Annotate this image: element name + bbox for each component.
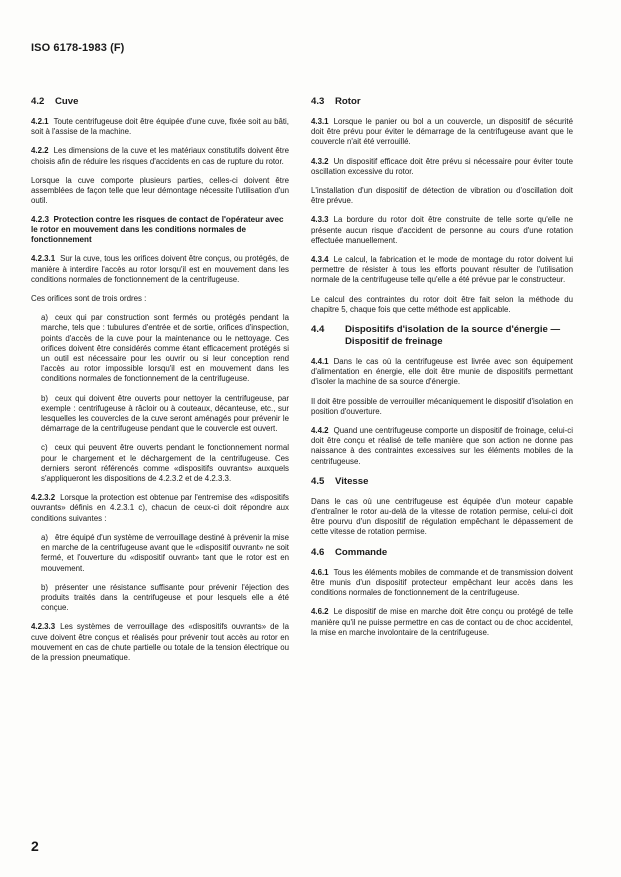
paragraph-4-2-2 [31, 146, 289, 166]
section-title: Dispositifs d'isolation de la source d'énergie — Dispositif de freinage [345, 324, 561, 348]
paragraph-text: Sur la cuve, tous les orifices doivent être conçus, ou protégés, de manière à interdire l'accès au rotor lorsqu'il est en mouvement dans les conditions normales de fonctionnement de la centrifugeuse. [31, 254, 289, 284]
paragraph-number: 4.4.1 [311, 357, 329, 367]
section-4-2-heading [31, 96, 289, 108]
paragraph-number: 4.2.2 [31, 146, 49, 156]
list-item-text: présenter une résistance suffisante pour prévenir l'éjection des produits traités dans la centrifugeuse et pour lesquels elle a été conçue. [41, 582, 289, 613]
paragraph-number: 4.3.3 [311, 215, 329, 225]
paragraph-4-2-2-continued: Lorsque la cuve comporte plusieurs parties, celles-ci doivent être assemblées de façon telle que leur démontage nécessite l'utilisation d'un outil. [31, 175, 289, 206]
list-item [31, 583, 289, 614]
section-title: Cuve [55, 96, 79, 107]
section-4-3-heading [311, 96, 573, 108]
section-4-2-3-heading [31, 215, 289, 245]
page-number: 2 [31, 838, 39, 854]
paragraph-text: Les dimensions de la cuve et les matériaux constitutifs doivent être choisis afin de réduire les risques d'accidents en cas de rupture du rotor. [31, 146, 289, 166]
list-item [31, 443, 289, 484]
list-item [31, 533, 289, 574]
paragraph-number: 4.6.2 [311, 607, 329, 617]
paragraph-4-4-1-continued: Il doit être possible de verrouiller mécaniquement le dispositif d'isolation en position d'ouverture. [311, 396, 573, 416]
paragraph-text: Lorsque le panier ou bol a un couvercle, un dispositif de sécurité doit être prévu pour éviter le démarrage de la centrifugeuse avant que le couvercle n'ait été verrouillé. [311, 117, 573, 147]
paragraph-text: Tous les éléments mobiles de commande et de transmission doivent être munis d'un dispositif protecteur empêchant leur accès dans les conditions normales de fonctionnement de la centrifugeuse. [311, 567, 573, 598]
section-4-6-heading [311, 547, 573, 559]
paragraph-4-3-2-continued: L'installation d'un dispositif de détection de vibration ou d'oscillation doit être prévue. [311, 186, 573, 206]
list-item-text: ceux qui doivent être ouverts pour nettoyer la centrifugeuse, par exemple : centrifugeuse à râcloir ou à couteaux, décanteuse, etc., sur lesquelles les couvercles de la cuve seront aménagés pour prévenir le démarrage de la centrifugeuse pendant que le couvercle est ouvert. [41, 393, 289, 434]
section-title: Commande [335, 546, 388, 558]
list-item-label: b) [41, 393, 49, 403]
paragraph-number: 4.3.2 [311, 156, 329, 166]
paragraph-text: Le dispositif de mise en marche doit être conçu ou protégé de telle manière qu'il ne puisse permettre en cas de contact ou de choc accidentel, la mise en marche involontaire de la centrifugeuse. [311, 607, 573, 637]
paragraph-orifices-intro: Ces orifices sont de trois ordres : [31, 294, 147, 304]
paragraph-text: Toute centrifugeuse doit être équipée d'une cuve, fixée soit au bâti, soit à l'assise de la machine. [31, 117, 289, 137]
paragraph-number: 4.2.3.1 [31, 254, 56, 264]
section-number: 4.2.3 [31, 215, 50, 225]
section-number: 4.2 [31, 96, 45, 107]
section-number: 4.4 [311, 324, 325, 336]
paragraph-number: 4.2.3.2 [31, 493, 56, 503]
list-item-text: ceux qui par construction sont fermés ou protégés pendant la marche, tels que : tubulures d'entrée et de sortie, orifices d'inspection, points d'accès de la cuve pour la maintenance ou le nettoyage. Ces orifices doivent être considérés comme étant efficacement protégés si un outil est nécessaire pour les ouvrir ou si leur conception rend l'accès au rotor impossible lorsqu'il est en mouvement dans les conditions normales de fonctionnement de la centrifugeuse. [41, 313, 289, 384]
paragraph-4-3-4 [311, 255, 573, 286]
paragraph-text: Dans le cas où la centrifugeuse est livrée avec son équipement d'alimentation en énergie, elle doit être munie de dispositifs permettant d'isoler la machine de sa source d'énergie. [311, 357, 573, 387]
paragraph-text: La bordure du rotor doit être construite de telle sorte qu'elle ne présente aucun risque d'accident de personne au cours d'une rotation effectuée manuellement. [311, 215, 573, 245]
section-title: Vitesse [335, 475, 369, 487]
section-4-4-heading [311, 324, 573, 348]
section-4-5-heading [311, 476, 573, 488]
paragraph-4-3-1 [311, 117, 573, 148]
list-item-text: ceux qui peuvent être ouverts pendant le fonctionnement normal pour le chargement et le déchargement de la centrifugeuse. Ces derniers seront référencés comme «dispositifs ouvrants» auxquels s'appliqueront les dispositions de 4.2.3.2 et de 4.2.3.3. [41, 443, 289, 484]
list-item-label: a) [41, 313, 49, 323]
section-title: Protection contre les risques de contact de l'opérateur avec le rotor en mouvement dans les conditions normales de fonctionnement [31, 215, 284, 245]
section-number: 4.3 [311, 96, 325, 107]
paragraph-4-5: Dans le cas où une centrifugeuse est équipée d'un moteur capable d'entraîner le rotor au-delà de la vitesse de rotation permise, celui-ci doit être pourvu d'un dispositif de régulation empêchant le dépassement de cette vitesse de rotation permise. [311, 496, 573, 537]
right-column [311, 96, 573, 647]
paragraph-text: Lorsque la protection est obtenue par l'entremise des «dispositifs ouvrants» définis en 4.2.3.1 c), chacun de ceux-ci doit répondre aux conditions suivantes : [31, 493, 289, 523]
paragraph-number: 4.2.3.3 [31, 622, 56, 632]
paragraph-4-4-1 [311, 357, 573, 388]
paragraph-4-2-3-2 [31, 493, 289, 524]
paragraph-text: Les systèmes de verrouillage des «dispositifs ouvrants» de la cuve doivent être conçus et réalisés pour prévenir tout accès au rotor en mouvement en cas de chute partielle ou totale de la tension électrique ou de la pression pneumatique. [31, 622, 289, 662]
paragraph-number: 4.4.2 [311, 426, 329, 436]
paragraph-4-2-3-1 [31, 254, 289, 285]
section-number: 4.5 [311, 475, 325, 487]
paragraph-4-3-2 [311, 157, 573, 177]
paragraph-text: Quand une centrifugeuse comporte un dispositif de froinage, celui-ci doit être conçu et réalisé de telle manière que son action ne donne pas naissance à des contraintes excessives sur les éléments mobiles de la centrifugeuse. [311, 426, 573, 466]
section-number: 4.6 [311, 546, 325, 558]
list-item-text: être équipé d'un système de verrouillage destiné à prévenir la mise en marche de la centrifugeuse avant que le «dispositif ouvrant» ne soit fermé, et l'ouverture du «dispositif ouvrant» tant que le rotor est en mouvement. [41, 532, 290, 573]
document-header: ISO 6178-1983 (F) [31, 42, 125, 54]
list-item [31, 394, 289, 435]
paragraph-4-3-4-continued: Le calcul des contraintes du rotor doit être fait selon la méthode du chapitre 5, chaque fois que cette méthode est applicable. [311, 294, 573, 314]
paragraph-number: 4.3.4 [311, 255, 329, 265]
paragraph-4-4-2 [311, 426, 573, 467]
paragraph-4-2-3-3 [31, 622, 289, 663]
paragraph-text: Un dispositif efficace doit être prévu si nécessaire pour éviter toute oscillation excessive du rotor. [311, 156, 573, 176]
paragraph-number: 4.3.1 [311, 117, 329, 126]
paragraph-number: 4.6.1 [311, 567, 329, 577]
paragraph-4-6-1 [311, 568, 573, 599]
list-item-label: a) [41, 532, 49, 542]
list-item [31, 313, 289, 384]
paragraph-text: Le calcul, la fabrication et le mode de montage du rotor doivent lui permettre de résister à tous les efforts pouvant résulter de l'utilisation normale de la centrifugeuse telle qu'elle a été prévue par le constructeur. [311, 255, 573, 285]
section-title: Rotor [335, 96, 361, 107]
paragraph-4-3-3 [311, 215, 573, 246]
list-item-label: c) [41, 443, 48, 453]
list-item-label: b) [41, 582, 49, 592]
paragraph-number: 4.2.1 [31, 117, 49, 126]
left-column [31, 96, 289, 672]
paragraph-4-2-1 [31, 117, 289, 137]
paragraph-4-6-2 [311, 607, 573, 638]
